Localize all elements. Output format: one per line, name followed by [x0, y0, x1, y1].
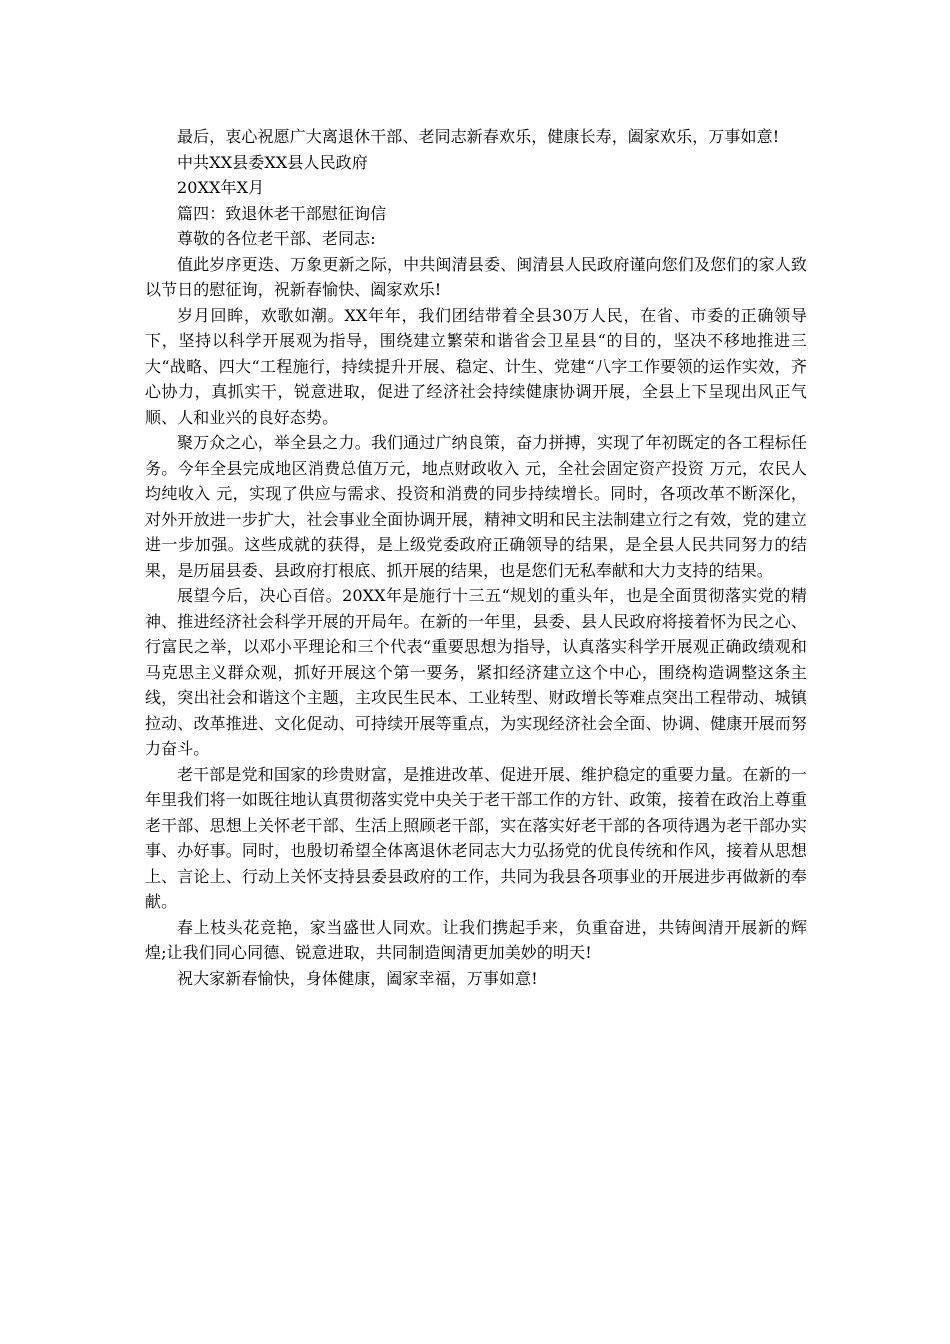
paragraph-closing-wishes: 最后，衷心祝愿广大离退休干部、老同志新春欢乐，健康长寿，阖家欢乐，万事如意! [177, 127, 780, 146]
paragraph-greeting: 值此岁序更迭、万象更新之际，中共闽清县委、闽清县人民政府谨向您们及您们的家人致以节日的慰征询，祝新春愉快、阖家欢乐! [145, 254, 807, 299]
section-heading: 篇四：致退休老干部慰征询信 [177, 203, 387, 223]
paragraph-veteran-cadres: 老干部是党和国家的珍贵财富，是推进改革、促进开展、维护稳定的重要力量。在新的一年里我们将一如既往地认真贯彻落实党中央关于老干部工作的方针、政策，接着在政治上尊重老干部、思想上关怀老干部、生活上照顾老干部，实在落实好老干部的各项待遇为老干部办实事、办好事。同时，也殷切希望全体离退休老同志大力弘扬党的优良传统和作风，接着从思想上、言论上、行动上关怀支持县委县政府的工作，共同为我县各项事业的开展进步再做新的奉献。 [145, 764, 807, 911]
document-body [145, 124, 807, 991]
paragraph-date: 20XX年X月 [177, 178, 265, 197]
paragraph-final-wishes: 祝大家新春愉快，身体健康，阖家幸福，万事如意! [177, 968, 538, 988]
paragraph-achievements: 聚万众之心，举全县之力。我们通过广纳良策，奋力拼搏，实现了年初既定的各工程标任务。今年全县完成地区消费总值万元，地点财政收入 元，全社会固定资产投资 万元，农民人均纯收入 元，实现了供应与需求、投资和消费的同步持续增长。同时，各项改革不断深化，对外开放进一步扩大，社会事业全面协调开展，精神文明和民主法制建立行之有效，党的建立进一步加强。这些成就的获得，是上级党委政府正确领导的结果，是全县人民共同努力的结果，是历届县委、县政府打根底、抓开展的结果，也是您们无私奉献和大力支持的结果。 [145, 433, 807, 580]
salutation: 尊敬的各位老干部、老同志: [177, 229, 376, 248]
paragraph-review: 岁月回眸，欢歌如潮。XX年年，我们团结带着全县30万人民，在省、市委的正确领导下，坚持以科学开展观为指导，围绕建立繁荣和谐省会卫星县“的目的，坚决不移地推进三大“战略、四大“工程施行，持续提升开展、稳定、计生、党建“八字工作要领的运作实效，齐心协力，真抓实干，锐意进取，促进了经济社会持续健康协调开展，全县上下呈现出风正气顺、人和业兴的良好态势。 [145, 305, 807, 427]
paragraph-signatory: 中共XX县委XX县人民政府 [177, 152, 368, 172]
paragraph-outlook: 展望今后，决心百倍。20XX年是施行十三五“规划的重头年，也是全面贯彻落实党的精神、推进经济社会科学开展的开局年。在新的一年里，县委、县人民政府将接着怀为民之心、行富民之举，以邓小平理论和三个代表“重要思想为指导，认真落实科学开展观正确政绩观和马克思主义群众观，抓好开展这个第一要务，紧扣经济建立这个中心，围绕构造调整这条主线，突出社会和谐这个主题，主攻民生民本、工业转型、财政增长等难点突出工程带动、城镇拉动、改革推进、文化促动、可持续开展等重点，为实现经济社会全面、协调、健康开展而努力奋斗。 [145, 586, 807, 758]
paragraph-call-to-action: 春上枝头花竞艳，家当盛世人同欢。让我们携起手来，负重奋进，共铸闽清开展新的辉煌;让我们同心同德、锐意进取，共同制造闽清更加美妙的明天! [145, 917, 807, 962]
